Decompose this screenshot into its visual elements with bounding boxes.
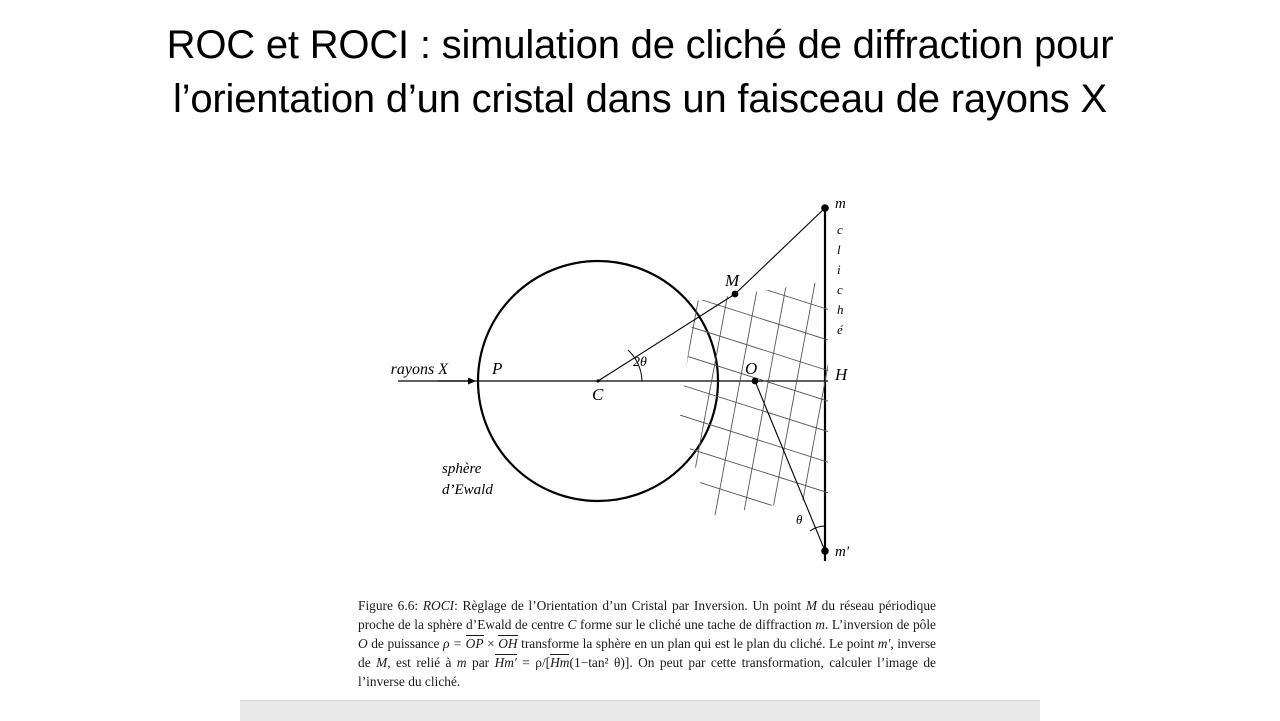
label-sphere-line2: d’Ewald (442, 482, 493, 498)
caption-symbol-O: O (358, 636, 368, 652)
label-angle-theta: θ (796, 512, 803, 527)
caption-symbol-OP: OP (465, 636, 484, 652)
page-title: ROC et ROCI : simulation de cliché de diffraction pour l’orientation d’un cristal dans un faisceau de rayons X (166, 23, 1114, 122)
label-point-C: C (592, 385, 604, 404)
caption-acronym: ROCI (422, 598, 455, 613)
point-C-dot (596, 379, 599, 382)
caption-line-4i: = (516, 655, 530, 671)
point-M-dot (732, 291, 739, 298)
caption-line-2a: réseau périodique proche de la sphère d’Ewald de centre (358, 598, 936, 633)
label-cliche-letter-c2: c (837, 282, 843, 297)
label-cliche-letter-c: c (837, 222, 843, 237)
scattered-ray-M-to-m (735, 208, 825, 294)
angle-arc-theta (810, 526, 825, 531)
caption-line-5a: ρ/[ (535, 655, 551, 671)
label-point-O: O (745, 359, 758, 378)
caption-line-3j: transforme la sphère (517, 636, 631, 652)
caption-line-1e: du (816, 598, 836, 613)
caption-line-4g: par (466, 655, 495, 671)
label-sphere-line1: sphère (442, 461, 482, 477)
label-cliche-letter-e: é (837, 322, 843, 337)
point-O-dot (752, 378, 759, 385)
caption-line-4a: en un plan qui est le plan du cliché. Le point (634, 636, 878, 652)
label-point-M: M (725, 271, 740, 290)
label-point-H: H (835, 365, 848, 384)
caption-symbol-Hmprime: Hm′ (494, 655, 517, 671)
caption-symbol-OH: OH (498, 636, 518, 652)
caption-line-1c: : Règlage de l’Orientation d’un Cristal par Inversion. Un point (454, 598, 806, 613)
caption-symbol-C: C (567, 617, 577, 633)
point-m-dot (821, 204, 829, 212)
label-cliche-letter-h: h (837, 302, 844, 317)
label-cliche-letter-l: l (837, 242, 841, 257)
label-cliche-letter-i: i (837, 262, 841, 277)
incident-ray-arrowhead (468, 378, 476, 385)
caption-line-3c: . L’inversion de pôle (824, 617, 936, 633)
caption-line-2c: forme sur le cliché une tache (576, 617, 736, 633)
caption-line-4c: , inverse de (358, 636, 936, 671)
caption-symbol-mprime: m′ (877, 636, 891, 652)
label-point-m: m (835, 196, 846, 212)
bottom-strip (240, 700, 1040, 721)
caption-symbol-Hm: Hm (550, 655, 570, 671)
inversion-ray-O-to-mprime (755, 381, 825, 551)
caption-line-1a: Figure 6.6: (358, 598, 423, 613)
caption-line-3a: de diffraction (739, 617, 816, 633)
caption-line-3e: de puissance (367, 636, 444, 652)
figure-caption (358, 596, 936, 691)
caption-line-5c: (1−tan² θ)]. On peut par cette transformation, calculer l’image de l’inverse du cliché. (358, 655, 936, 690)
label-point-P: P (492, 359, 503, 378)
point-mprime-dot (821, 547, 829, 555)
caption-symbol-m2: m (456, 655, 467, 671)
label-rayons-x: rayons X (390, 361, 448, 378)
caption-line-4e: , est relié à (387, 655, 457, 671)
caption-line-3h: × (483, 636, 499, 652)
caption-symbol-M2: M (376, 655, 388, 671)
label-point-m-prime: m′ (835, 544, 850, 560)
caption-symbol-M: M (805, 598, 817, 613)
caption-symbol-rho: ρ = (443, 636, 466, 652)
label-angle-2theta: 2θ (633, 355, 647, 370)
caption-symbol-m: m (815, 617, 825, 633)
